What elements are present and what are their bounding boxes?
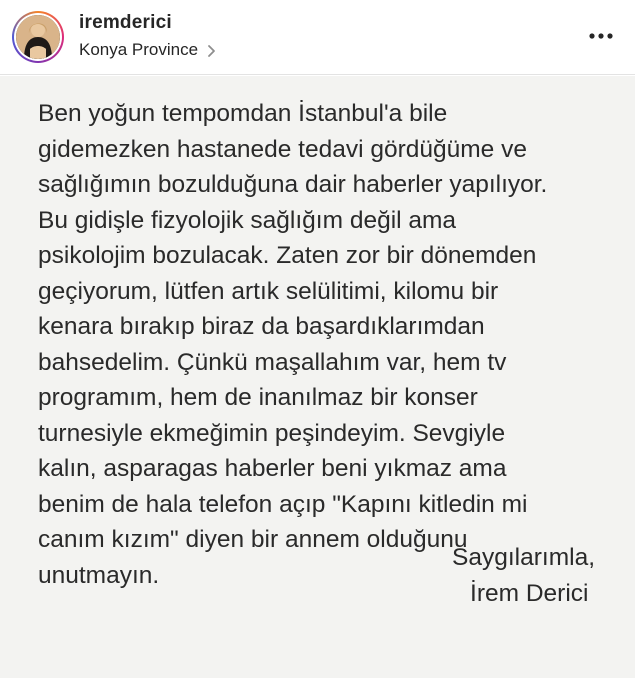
location-label: Konya Province: [79, 40, 199, 59]
location-link[interactable]: [79, 40, 218, 60]
text-line: Ben yoğun tempomdan İstanbul'a bile: [38, 100, 448, 127]
text-line: Bu gidişle fizyolojik sağlığım değil ama: [38, 206, 457, 234]
username[interactable]: iremderici: [79, 12, 172, 33]
signature-block: [452, 540, 595, 612]
more-options-button[interactable]: [587, 25, 615, 47]
text-line: benim de hala telefon açıp "Kapını kitledin mi: [38, 490, 528, 518]
avatar-border: [14, 13, 62, 61]
text-line: psikolojim bozulacak. Zaten zor bir dönemden: [38, 242, 537, 269]
text-line: unutmayın.: [38, 561, 160, 589]
text-line: geçiyorum, lütfen artık selülitimi, kilomu bir: [38, 277, 499, 305]
text-line: kalın, asparagas haberler beni yıkmaz ama: [38, 455, 507, 482]
text-line: programım, hem de inanılmaz bir konser: [38, 384, 478, 411]
profile-photo-icon: [16, 15, 60, 59]
signature-closing: Saygılarımla,: [452, 544, 595, 571]
avatar[interactable]: [12, 11, 64, 63]
text-line: sağlığımın bozulduğuna dair haberler yapılıyor.: [38, 171, 548, 198]
chevron-right-icon: [204, 43, 218, 57]
post-body-text: [38, 96, 615, 593]
text-line: bahsedelim. Çünkü maşallahım var, hem tv: [38, 348, 507, 376]
text-line: canım kızım" diyen bir annem olduğunu: [38, 526, 468, 553]
text-line: turnesiyle ekmeğimin peşindeyim. Sevgiyle: [38, 419, 506, 447]
text-line: gidemezken hastanede tedavi gördüğüme ve: [38, 135, 527, 163]
signature-name: İrem Derici: [470, 580, 589, 607]
more-dots-icon: [588, 32, 614, 40]
text-line: kenara bırakıp biraz da başardıklarımdan: [38, 313, 485, 340]
post-header: [0, 0, 635, 75]
